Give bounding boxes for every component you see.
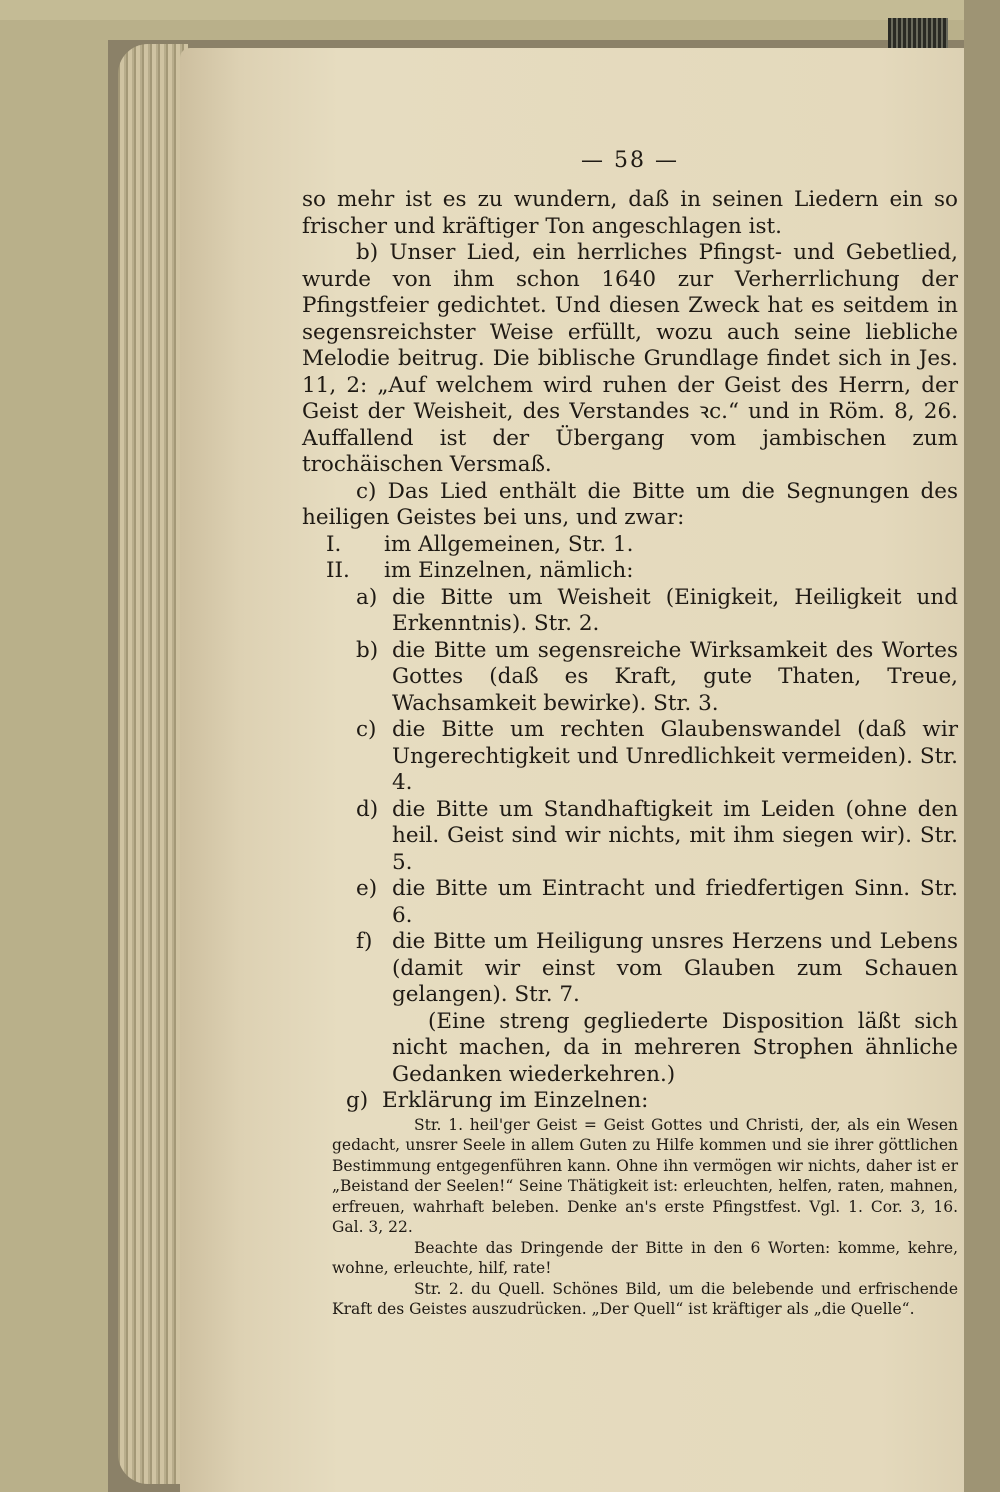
list-item-g [346,1088,958,1115]
item-text: die Bitte um Weisheit (Einigkeit, Heiligkeit und Erkenntnis). Str. 2. [392,584,958,636]
item-label: f) [356,929,373,954]
paragraph-continuation: so mehr ist es zu wundern, daß in seinen Liedern ein so frischer und kräftiger Ton angeschlagen ist. [302,187,958,239]
list-item-a [356,585,958,638]
list-item-f [356,929,958,1009]
list-item-b [356,638,958,718]
disposition-note: (Eine streng gegliederte Disposition läßt sich nicht machen, da in mehreren Strophen ähnliche Gedanken wiederkehren.) [392,1008,958,1087]
explanation-str-2: Str. 2. du Quell. Schönes Bild, um die belebende und erfrischende Kraft des Geistes auszudrücken. „Der Quell“ ist kräftiger als „die Quelle“. [332,1279,958,1318]
item-label: d) [356,796,379,822]
item-text: die Bitte um Standhaftigkeit im Leiden (ohne den heil. Geist sind wir nichts, mit ihm siegen wir). Str. 5. [392,796,958,875]
paragraph-b: b) Unser Lied, ein herrliches Pfingst- und Gebetlied, wurde von ihm schon 1640 zur Verherrlichung der Pfingstfeier gedichtet. Und diesen Zweck hat es seitdem in segensreichster Weise erfüllt, wozu auch seine liebliche Melodie beitrug. Die biblische Grundlage findet sich in Jes. 11, 2: „Auf welchem wird ruhen der Geist des Herrn, der Geist der Weisheit, des Verstandes ꝛc.“ und in Röm. 8, 26. Auffallend ist der Übergang vom jambischen zum trochäischen Versmaß. [302,240,958,477]
roman-number: II. [326,558,350,583]
item-label: a) [356,584,378,610]
text-block [302,148,958,1320]
item-text: die Bitte um rechten Glaubenswandel (daß wir Ungerechtigkeit und Unredlichkeit vermeiden). Str. 4. [392,717,958,795]
page-stack-edges [118,44,188,1484]
item-text: Erklärung im Einzelnen: [382,1088,649,1113]
list-item-roman-1 [326,532,958,559]
page-number: — 58 — [581,148,679,173]
item-text: die Bitte um segensreiche Wirksamkeit des Wortes Gottes (daß es Kraft, gute Thaten, Treue, Wachsamkeit bewirke). Str. 3. [392,637,958,716]
list-item-roman-2 [326,558,958,585]
book-board-top [0,0,1000,20]
roman-number: I. [326,531,342,557]
book-board-right [964,0,1000,1492]
item-label: c) [356,717,377,742]
item-label: g) [346,1088,369,1113]
item-label: b) [356,637,379,663]
list-item-d [356,797,958,877]
item-text: die Bitte um Eintracht und friedfertigen Sinn. Str. 6. [392,876,958,928]
paragraph-c: c) Das Lied enthält die Bitte um die Segnungen des heiligen Geistes bei uns, und zwar: [302,478,958,530]
item-label: e) [356,876,378,901]
explanation-str-1: Str. 1. heil'ger Geist = Geist Gottes und Christi, der, als ein Wesen gedacht, unsrer Seele in allem Guten zu Hilfe kommen und sie ihrer göttlichen Bestimmung entgegenführen kann. Ohne ihn vermögen wir nichts, daher ist er „Beistand der Seelen!“ Seine Thätigkeit ist: erleuchten, helfen, raten, mahnen, erfreuen, wahrhaft beleben. Denke an's erste Pfingstfest. Vgl. 1. Cor. 3, 16. Gal. 3, 22. [332,1115,958,1236]
list-item-e [356,876,958,929]
item-text: die Bitte um Heiligung unsres Herzens und Lebens (damit wir einst vom Glauben zum Schauen gelangen). Str. 7. [392,929,958,1007]
explanation-note: Beachte das Dringende der Bitte in den 6 Worten: komme, kehre, wohne, erleuchte, hilf, rate! [332,1238,958,1277]
book-page [180,48,1000,1492]
list-item-c [356,717,958,797]
roman-text: im Allgemeinen, Str. 1. [384,531,634,557]
roman-text: im Einzelnen, nämlich: [384,558,634,583]
